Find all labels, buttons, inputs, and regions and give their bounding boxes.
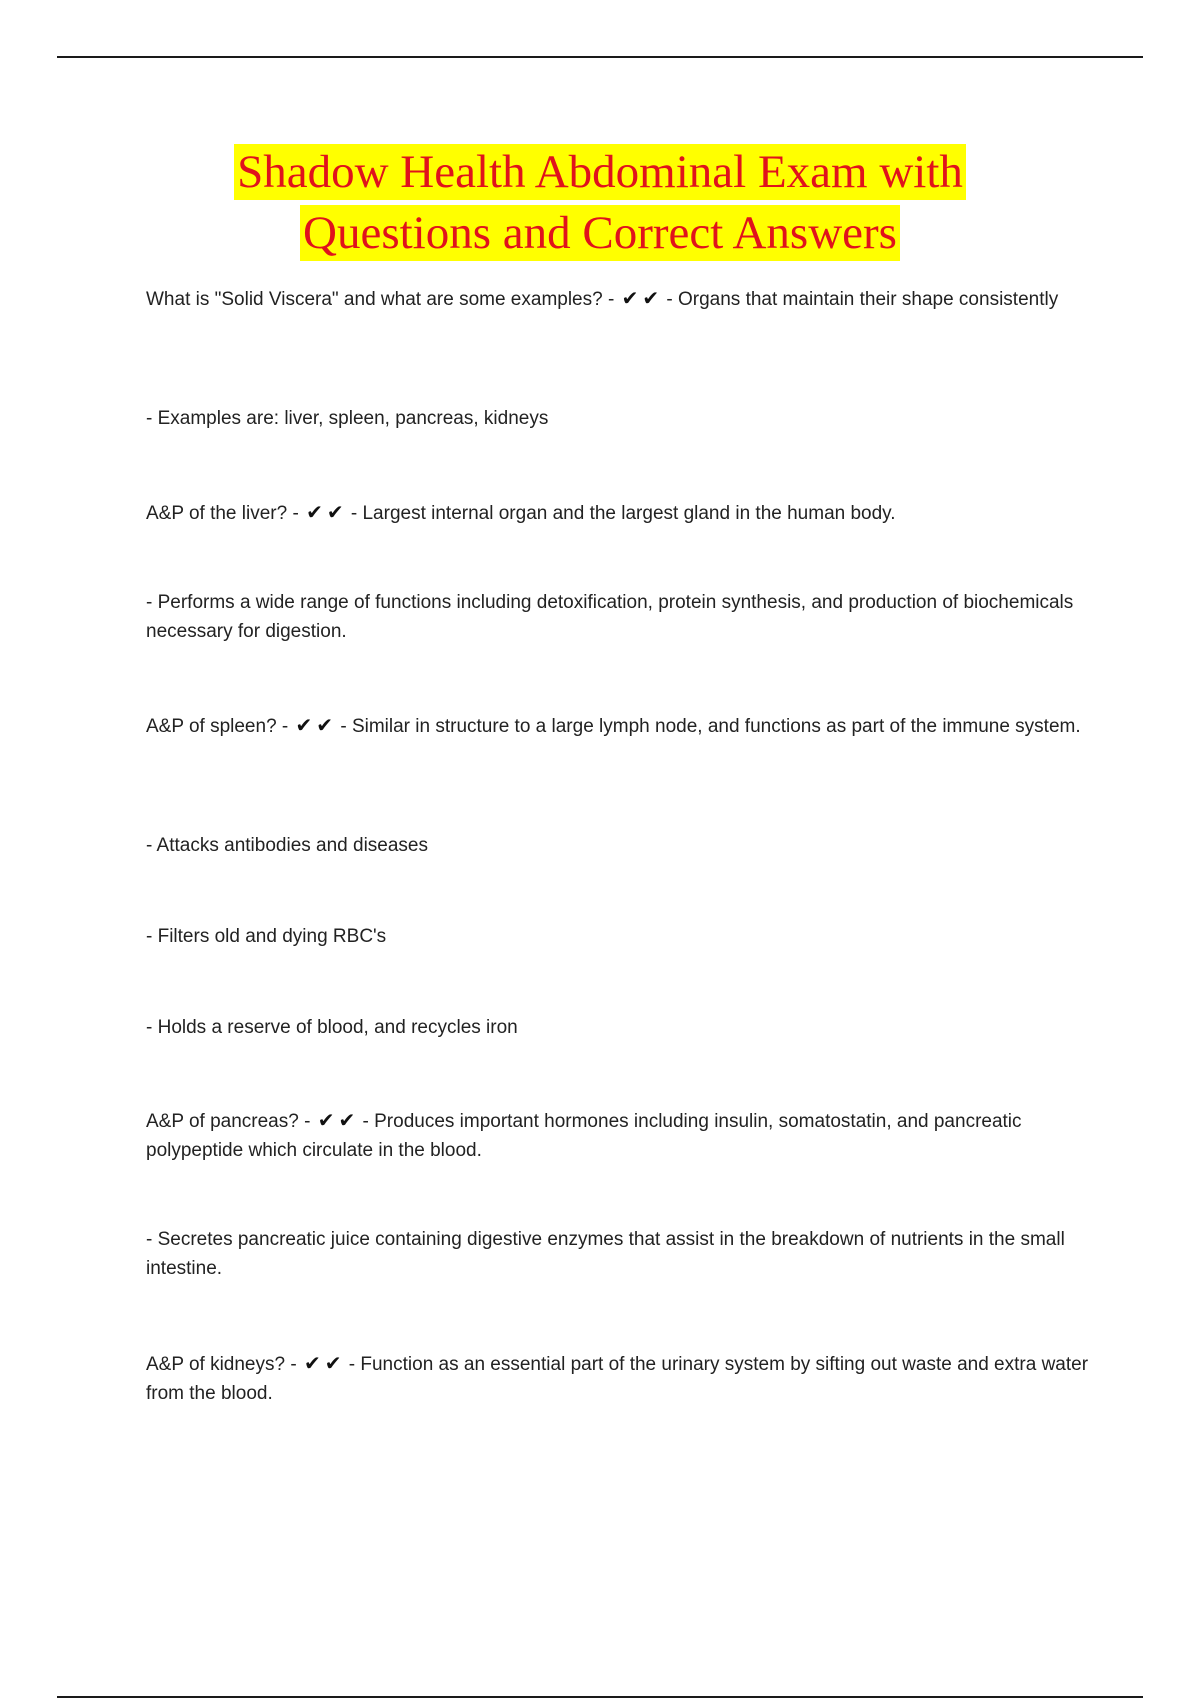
title-line-2: Questions and Correct Answers — [300, 205, 900, 261]
question-text: A&P of pancreas? - — [146, 1111, 311, 1132]
checkmark-icon: ✔ — [306, 500, 323, 524]
checkmark-icon: ✔ — [642, 286, 660, 310]
answer-text: - Organs that maintain their shape consistently — [666, 289, 1059, 310]
answer-text: - Largest internal organ and the largest gland in the human body. — [350, 503, 896, 524]
checkmark-icon: ✔ — [326, 500, 344, 524]
bottom-rule — [57, 1696, 1143, 1698]
document-title — [0, 144, 1200, 266]
qa-item-solid-viscera — [146, 284, 1101, 314]
checkmark-icon: ✔ — [295, 713, 313, 737]
answer-continuation: - Filters old and dying RBC's — [146, 926, 387, 947]
title-line-1: Shadow Health Abdominal Exam with — [234, 144, 966, 200]
top-rule — [57, 56, 1143, 58]
answer-continuation: - Examples are: liver, spleen, pancreas, kidneys — [146, 408, 549, 429]
checkmark-icon: ✔ — [338, 1108, 356, 1132]
checkmark-icon: ✔ — [303, 1351, 321, 1375]
answer-continuation: - Performs a wide range of functions including detoxification, protein synthesis, and production of biochemicals necessary for digestion. — [146, 592, 1074, 642]
checkmark-icon: ✔ — [317, 1108, 335, 1132]
answer-continuation: - Holds a reserve of blood, and recycles iron — [146, 1017, 518, 1038]
question-text: A&P of spleen? - — [146, 716, 289, 737]
question-text: A&P of kidneys? - — [146, 1354, 297, 1375]
answer-text: - Produces important hormones including insulin, somatostatin, and pancreatic polypeptide which circulate in the blood. — [146, 1111, 1022, 1161]
qa-item-kidneys — [146, 1349, 1101, 1408]
question-text: A&P of the liver? - — [146, 503, 299, 524]
checkmark-icon: ✔ — [621, 286, 639, 310]
qa-item-pancreas — [146, 1106, 1101, 1165]
answer-continuation: - Secretes pancreatic juice containing digestive enzymes that assist in the breakdown of nutrients in the small intestine. — [146, 1229, 1065, 1279]
checkmark-icon: ✔ — [316, 713, 334, 737]
answer-text: - Similar in structure to a large lymph node, and functions as part of the immune system. — [340, 716, 1081, 737]
question-text: What is "Solid Viscera" and what are some examples? - — [146, 289, 615, 310]
qa-item-spleen — [146, 711, 1101, 741]
qa-item-liver — [146, 498, 1101, 528]
answer-continuation: - Attacks antibodies and diseases — [146, 835, 429, 856]
checkmark-icon: ✔ — [324, 1351, 342, 1375]
answer-text: - Function as an essential part of the urinary system by sifting out waste and extra water from the blood. — [146, 1354, 1089, 1404]
